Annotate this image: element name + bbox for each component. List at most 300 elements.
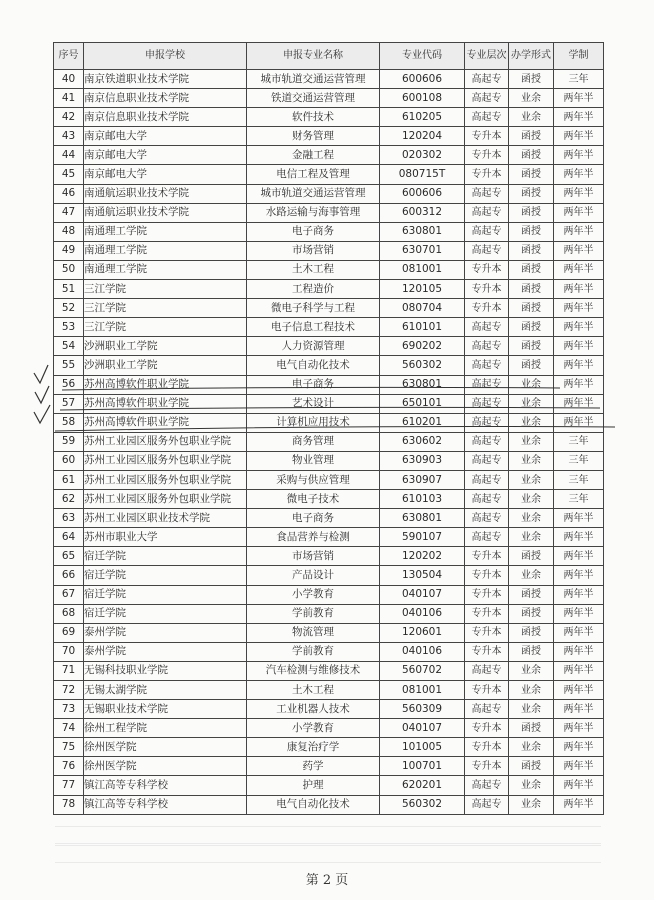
row-index: 69 bbox=[54, 623, 84, 642]
duration: 两年半 bbox=[554, 719, 604, 738]
major-name: 食品营养与检测 bbox=[247, 528, 380, 547]
row-index: 70 bbox=[54, 642, 84, 661]
school-name: 徐州医学院 bbox=[84, 757, 247, 776]
major-name: 电子商务 bbox=[247, 509, 380, 528]
level: 专升本 bbox=[465, 757, 509, 776]
school-name: 无锡职业技术学院 bbox=[84, 700, 247, 719]
school-name: 宿迁学院 bbox=[84, 604, 247, 623]
level: 专升本 bbox=[465, 585, 509, 604]
major-code: 081001 bbox=[380, 681, 465, 700]
row-index: 47 bbox=[54, 203, 84, 222]
level: 高起专 bbox=[465, 318, 509, 337]
duration: 两年半 bbox=[554, 394, 604, 413]
duration: 两年半 bbox=[554, 413, 604, 432]
duration: 两年半 bbox=[554, 280, 604, 299]
row-index: 78 bbox=[54, 795, 84, 814]
level: 专升本 bbox=[465, 165, 509, 184]
major-name: 城市轨道交通运营管理 bbox=[247, 70, 380, 89]
study-mode: 业余 bbox=[509, 432, 554, 451]
row-index: 51 bbox=[54, 280, 84, 299]
study-mode: 函授 bbox=[509, 719, 554, 738]
major-name: 小学教育 bbox=[247, 585, 380, 604]
major-name: 计算机应用技术 bbox=[247, 413, 380, 432]
major-name: 小学教育 bbox=[247, 719, 380, 738]
row-index: 55 bbox=[54, 356, 84, 375]
level: 高起专 bbox=[465, 509, 509, 528]
study-mode: 函授 bbox=[509, 757, 554, 776]
major-name: 物业管理 bbox=[247, 451, 380, 470]
school-name: 南京信息职业技术学院 bbox=[84, 108, 247, 127]
level: 专升本 bbox=[465, 280, 509, 299]
table-row bbox=[54, 432, 604, 451]
row-index: 72 bbox=[54, 681, 84, 700]
major-name: 铁道交通运营管理 bbox=[247, 89, 380, 108]
table-row bbox=[54, 470, 604, 489]
level: 专升本 bbox=[465, 738, 509, 757]
school-name: 南通理工学院 bbox=[84, 260, 247, 279]
table-row bbox=[54, 566, 604, 585]
table-row bbox=[54, 280, 604, 299]
major-code: 610103 bbox=[380, 490, 465, 509]
major-code: 120105 bbox=[380, 280, 465, 299]
table-row bbox=[54, 222, 604, 241]
study-mode: 业余 bbox=[509, 528, 554, 547]
major-code: 560302 bbox=[380, 356, 465, 375]
major-code: 560309 bbox=[380, 700, 465, 719]
study-mode: 函授 bbox=[509, 356, 554, 375]
level: 高起专 bbox=[465, 394, 509, 413]
major-name: 药学 bbox=[247, 757, 380, 776]
table-row bbox=[54, 681, 604, 700]
school-name: 苏州高博软件职业学院 bbox=[84, 413, 247, 432]
school-name: 苏州高博软件职业学院 bbox=[84, 394, 247, 413]
level: 高起专 bbox=[465, 203, 509, 222]
major-name: 市场营销 bbox=[247, 547, 380, 566]
duration: 两年半 bbox=[554, 776, 604, 795]
major-name: 产品设计 bbox=[247, 566, 380, 585]
enrollment-table bbox=[53, 42, 604, 815]
duration: 两年半 bbox=[554, 623, 604, 642]
table-row bbox=[54, 509, 604, 528]
level: 高起专 bbox=[465, 795, 509, 814]
major-name: 电气自动化技术 bbox=[247, 795, 380, 814]
major-code: 610205 bbox=[380, 108, 465, 127]
row-index: 48 bbox=[54, 222, 84, 241]
table-row bbox=[54, 604, 604, 623]
major-name: 软件技术 bbox=[247, 108, 380, 127]
duration: 两年半 bbox=[554, 642, 604, 661]
study-mode: 函授 bbox=[509, 547, 554, 566]
row-index: 49 bbox=[54, 241, 84, 260]
study-mode: 业余 bbox=[509, 795, 554, 814]
row-index: 76 bbox=[54, 757, 84, 776]
table-header bbox=[54, 43, 604, 70]
major-name: 市场营销 bbox=[247, 241, 380, 260]
study-mode: 函授 bbox=[509, 184, 554, 203]
study-mode: 函授 bbox=[509, 127, 554, 146]
school-name: 苏州市职业大学 bbox=[84, 528, 247, 547]
school-name: 沙洲职业工学院 bbox=[84, 337, 247, 356]
study-mode: 业余 bbox=[509, 375, 554, 394]
study-mode: 业余 bbox=[509, 413, 554, 432]
major-code: 610101 bbox=[380, 318, 465, 337]
header-index: 序号 bbox=[54, 43, 84, 70]
major-code: 100701 bbox=[380, 757, 465, 776]
level: 专升本 bbox=[465, 719, 509, 738]
school-name: 镇江高等专科学校 bbox=[84, 776, 247, 795]
level: 专升本 bbox=[465, 623, 509, 642]
row-index: 54 bbox=[54, 337, 84, 356]
study-mode: 函授 bbox=[509, 585, 554, 604]
major-code: 600606 bbox=[380, 70, 465, 89]
level: 高起专 bbox=[465, 413, 509, 432]
school-name: 南京邮电大学 bbox=[84, 165, 247, 184]
study-mode: 函授 bbox=[509, 70, 554, 89]
duration: 两年半 bbox=[554, 375, 604, 394]
row-index: 77 bbox=[54, 776, 84, 795]
level: 高起专 bbox=[465, 451, 509, 470]
duration: 两年半 bbox=[554, 757, 604, 776]
study-mode: 业余 bbox=[509, 681, 554, 700]
duration: 三年 bbox=[554, 470, 604, 489]
duration: 三年 bbox=[554, 70, 604, 89]
major-code: 590107 bbox=[380, 528, 465, 547]
duration: 两年半 bbox=[554, 260, 604, 279]
level: 专升本 bbox=[465, 642, 509, 661]
duration: 两年半 bbox=[554, 184, 604, 203]
school-name: 苏州工业园区服务外包职业学院 bbox=[84, 432, 247, 451]
level: 高起专 bbox=[465, 222, 509, 241]
table-row bbox=[54, 642, 604, 661]
study-mode: 函授 bbox=[509, 222, 554, 241]
table-row bbox=[54, 356, 604, 375]
level: 专升本 bbox=[465, 260, 509, 279]
table-row bbox=[54, 490, 604, 509]
major-code: 120202 bbox=[380, 547, 465, 566]
table-row bbox=[54, 394, 604, 413]
study-mode: 函授 bbox=[509, 146, 554, 165]
major-code: 630701 bbox=[380, 241, 465, 260]
major-code: 630801 bbox=[380, 375, 465, 394]
major-name: 金融工程 bbox=[247, 146, 380, 165]
header-school: 申报学校 bbox=[84, 43, 247, 70]
school-name: 苏州高博软件职业学院 bbox=[84, 375, 247, 394]
school-name: 三江学院 bbox=[84, 299, 247, 318]
duration: 两年半 bbox=[554, 108, 604, 127]
table-row bbox=[54, 318, 604, 337]
table-row bbox=[54, 70, 604, 89]
major-code: 630602 bbox=[380, 432, 465, 451]
major-name: 财务管理 bbox=[247, 127, 380, 146]
level: 高起专 bbox=[465, 241, 509, 260]
table-row bbox=[54, 776, 604, 795]
row-index: 59 bbox=[54, 432, 84, 451]
page-number: 第 2 页 bbox=[305, 873, 349, 888]
major-code: 080704 bbox=[380, 299, 465, 318]
table-row bbox=[54, 719, 604, 738]
major-name: 水路运输与海事管理 bbox=[247, 203, 380, 222]
duration: 两年半 bbox=[554, 318, 604, 337]
study-mode: 业余 bbox=[509, 108, 554, 127]
major-code: 600312 bbox=[380, 203, 465, 222]
table-row bbox=[54, 241, 604, 260]
row-index: 60 bbox=[54, 451, 84, 470]
major-name: 微电子科学与工程 bbox=[247, 299, 380, 318]
major-name: 汽车检测与维修技术 bbox=[247, 661, 380, 680]
major-name: 电子商务 bbox=[247, 222, 380, 241]
study-mode: 函授 bbox=[509, 165, 554, 184]
major-name: 艺术设计 bbox=[247, 394, 380, 413]
study-mode: 函授 bbox=[509, 642, 554, 661]
study-mode: 业余 bbox=[509, 566, 554, 585]
row-index: 56 bbox=[54, 375, 84, 394]
major-code: 120204 bbox=[380, 127, 465, 146]
study-mode: 业余 bbox=[509, 776, 554, 795]
level: 高起专 bbox=[465, 356, 509, 375]
level: 专升本 bbox=[465, 127, 509, 146]
checkmark-row-56 bbox=[34, 365, 48, 383]
header-major: 申报专业名称 bbox=[247, 43, 380, 70]
study-mode: 函授 bbox=[509, 299, 554, 318]
duration: 两年半 bbox=[554, 241, 604, 260]
duration: 三年 bbox=[554, 451, 604, 470]
table-row bbox=[54, 757, 604, 776]
table-body bbox=[54, 70, 604, 815]
table-row bbox=[54, 146, 604, 165]
major-name: 学前教育 bbox=[247, 604, 380, 623]
major-code: 040106 bbox=[380, 642, 465, 661]
study-mode: 业余 bbox=[509, 394, 554, 413]
major-code: 040107 bbox=[380, 719, 465, 738]
bleed-through-rows bbox=[55, 826, 601, 860]
school-name: 南京信息职业技术学院 bbox=[84, 89, 247, 108]
row-index: 74 bbox=[54, 719, 84, 738]
level: 高起专 bbox=[465, 337, 509, 356]
table-row bbox=[54, 623, 604, 642]
school-name: 三江学院 bbox=[84, 280, 247, 299]
major-name: 工程造价 bbox=[247, 280, 380, 299]
level: 高起专 bbox=[465, 184, 509, 203]
row-index: 46 bbox=[54, 184, 84, 203]
major-name: 电气自动化技术 bbox=[247, 356, 380, 375]
table-row bbox=[54, 299, 604, 318]
level: 专升本 bbox=[465, 299, 509, 318]
level: 专升本 bbox=[465, 146, 509, 165]
major-name: 微电子技术 bbox=[247, 490, 380, 509]
school-name: 宿迁学院 bbox=[84, 585, 247, 604]
duration: 两年半 bbox=[554, 203, 604, 222]
row-index: 45 bbox=[54, 165, 84, 184]
duration: 两年半 bbox=[554, 566, 604, 585]
school-name: 宿迁学院 bbox=[84, 547, 247, 566]
school-name: 南通理工学院 bbox=[84, 222, 247, 241]
major-name: 学前教育 bbox=[247, 642, 380, 661]
level: 高起专 bbox=[465, 776, 509, 795]
school-name: 徐州工程学院 bbox=[84, 719, 247, 738]
study-mode: 函授 bbox=[509, 604, 554, 623]
major-code: 610201 bbox=[380, 413, 465, 432]
table-row bbox=[54, 413, 604, 432]
major-code: 120601 bbox=[380, 623, 465, 642]
header-code: 专业代码 bbox=[380, 43, 465, 70]
major-name: 人力资源管理 bbox=[247, 337, 380, 356]
table-row bbox=[54, 547, 604, 566]
duration: 两年半 bbox=[554, 337, 604, 356]
major-code: 020302 bbox=[380, 146, 465, 165]
table-row bbox=[54, 203, 604, 222]
school-name: 苏州工业园区职业技术学院 bbox=[84, 509, 247, 528]
duration: 两年半 bbox=[554, 604, 604, 623]
major-name: 护理 bbox=[247, 776, 380, 795]
duration: 两年半 bbox=[554, 165, 604, 184]
duration: 两年半 bbox=[554, 299, 604, 318]
duration: 三年 bbox=[554, 490, 604, 509]
level: 高起专 bbox=[465, 470, 509, 489]
row-index: 62 bbox=[54, 490, 84, 509]
duration: 两年半 bbox=[554, 222, 604, 241]
study-mode: 业余 bbox=[509, 509, 554, 528]
school-name: 南通航运职业技术学院 bbox=[84, 184, 247, 203]
duration: 两年半 bbox=[554, 795, 604, 814]
major-code: 560302 bbox=[380, 795, 465, 814]
level: 专升本 bbox=[465, 681, 509, 700]
row-index: 71 bbox=[54, 661, 84, 680]
major-code: 630903 bbox=[380, 451, 465, 470]
school-name: 三江学院 bbox=[84, 318, 247, 337]
level: 高起专 bbox=[465, 700, 509, 719]
major-name: 工业机器人技术 bbox=[247, 700, 380, 719]
table-row bbox=[54, 337, 604, 356]
study-mode: 函授 bbox=[509, 318, 554, 337]
row-index: 58 bbox=[54, 413, 84, 432]
study-mode: 函授 bbox=[509, 241, 554, 260]
header-mode: 办学形式 bbox=[509, 43, 554, 70]
duration: 两年半 bbox=[554, 585, 604, 604]
duration: 两年半 bbox=[554, 509, 604, 528]
table-row bbox=[54, 585, 604, 604]
header-level: 专业层次 bbox=[465, 43, 509, 70]
checkmark-row-58 bbox=[34, 405, 50, 423]
level: 专升本 bbox=[465, 547, 509, 566]
level: 高起专 bbox=[465, 528, 509, 547]
table-row bbox=[54, 184, 604, 203]
duration: 三年 bbox=[554, 432, 604, 451]
table-row bbox=[54, 661, 604, 680]
major-code: 620201 bbox=[380, 776, 465, 795]
table-row bbox=[54, 260, 604, 279]
duration: 两年半 bbox=[554, 89, 604, 108]
row-index: 75 bbox=[54, 738, 84, 757]
major-name: 土木工程 bbox=[247, 681, 380, 700]
major-code: 080715T bbox=[380, 165, 465, 184]
major-name: 城市轨道交通运营管理 bbox=[247, 184, 380, 203]
row-index: 64 bbox=[54, 528, 84, 547]
row-index: 52 bbox=[54, 299, 84, 318]
duration: 两年半 bbox=[554, 528, 604, 547]
major-code: 600108 bbox=[380, 89, 465, 108]
school-name: 镇江高等专科学校 bbox=[84, 795, 247, 814]
major-code: 630907 bbox=[380, 470, 465, 489]
school-name: 苏州工业园区服务外包职业学院 bbox=[84, 470, 247, 489]
level: 高起专 bbox=[465, 108, 509, 127]
study-mode: 业余 bbox=[509, 470, 554, 489]
major-code: 690202 bbox=[380, 337, 465, 356]
major-code: 081001 bbox=[380, 260, 465, 279]
level: 高起专 bbox=[465, 432, 509, 451]
study-mode: 业余 bbox=[509, 89, 554, 108]
checkmark-row-57 bbox=[35, 386, 49, 403]
row-index: 57 bbox=[54, 394, 84, 413]
table-row bbox=[54, 127, 604, 146]
row-index: 44 bbox=[54, 146, 84, 165]
row-index: 66 bbox=[54, 566, 84, 585]
level: 高起专 bbox=[465, 661, 509, 680]
row-index: 67 bbox=[54, 585, 84, 604]
table-row bbox=[54, 375, 604, 394]
table-row bbox=[54, 165, 604, 184]
duration: 两年半 bbox=[554, 356, 604, 375]
study-mode: 函授 bbox=[509, 203, 554, 222]
row-index: 53 bbox=[54, 318, 84, 337]
row-index: 40 bbox=[54, 70, 84, 89]
major-name: 商务管理 bbox=[247, 432, 380, 451]
row-index: 68 bbox=[54, 604, 84, 623]
school-name: 泰州学院 bbox=[84, 623, 247, 642]
school-name: 徐州医学院 bbox=[84, 738, 247, 757]
table-row bbox=[54, 738, 604, 757]
study-mode: 业余 bbox=[509, 451, 554, 470]
row-index: 63 bbox=[54, 509, 84, 528]
major-name: 电信工程及管理 bbox=[247, 165, 380, 184]
row-index: 42 bbox=[54, 108, 84, 127]
school-name: 宿迁学院 bbox=[84, 566, 247, 585]
school-name: 苏州工业园区服务外包职业学院 bbox=[84, 451, 247, 470]
row-index: 65 bbox=[54, 547, 84, 566]
major-name: 采购与供应管理 bbox=[247, 470, 380, 489]
major-name: 土木工程 bbox=[247, 260, 380, 279]
major-code: 101005 bbox=[380, 738, 465, 757]
major-code: 040106 bbox=[380, 604, 465, 623]
major-name: 康复治疗学 bbox=[247, 738, 380, 757]
school-name: 南京邮电大学 bbox=[84, 146, 247, 165]
table-row bbox=[54, 108, 604, 127]
major-code: 630801 bbox=[380, 222, 465, 241]
row-index: 43 bbox=[54, 127, 84, 146]
major-code: 560702 bbox=[380, 661, 465, 680]
study-mode: 业余 bbox=[509, 700, 554, 719]
school-name: 无锡太湖学院 bbox=[84, 681, 247, 700]
study-mode: 业余 bbox=[509, 490, 554, 509]
major-name: 电子信息工程技术 bbox=[247, 318, 380, 337]
major-code: 040107 bbox=[380, 585, 465, 604]
school-name: 沙洲职业工学院 bbox=[84, 356, 247, 375]
study-mode: 业余 bbox=[509, 738, 554, 757]
study-mode: 函授 bbox=[509, 260, 554, 279]
school-name: 无锡科技职业学院 bbox=[84, 661, 247, 680]
major-name: 电子商务 bbox=[247, 375, 380, 394]
study-mode: 函授 bbox=[509, 280, 554, 299]
level: 高起专 bbox=[465, 490, 509, 509]
header-duration: 学制 bbox=[554, 43, 604, 70]
duration: 两年半 bbox=[554, 547, 604, 566]
school-name: 南通航运职业技术学院 bbox=[84, 203, 247, 222]
major-code: 130504 bbox=[380, 566, 465, 585]
duration: 两年半 bbox=[554, 738, 604, 757]
table-row bbox=[54, 795, 604, 814]
table-row bbox=[54, 700, 604, 719]
school-name: 苏州工业园区服务外包职业学院 bbox=[84, 490, 247, 509]
level: 高起专 bbox=[465, 375, 509, 394]
